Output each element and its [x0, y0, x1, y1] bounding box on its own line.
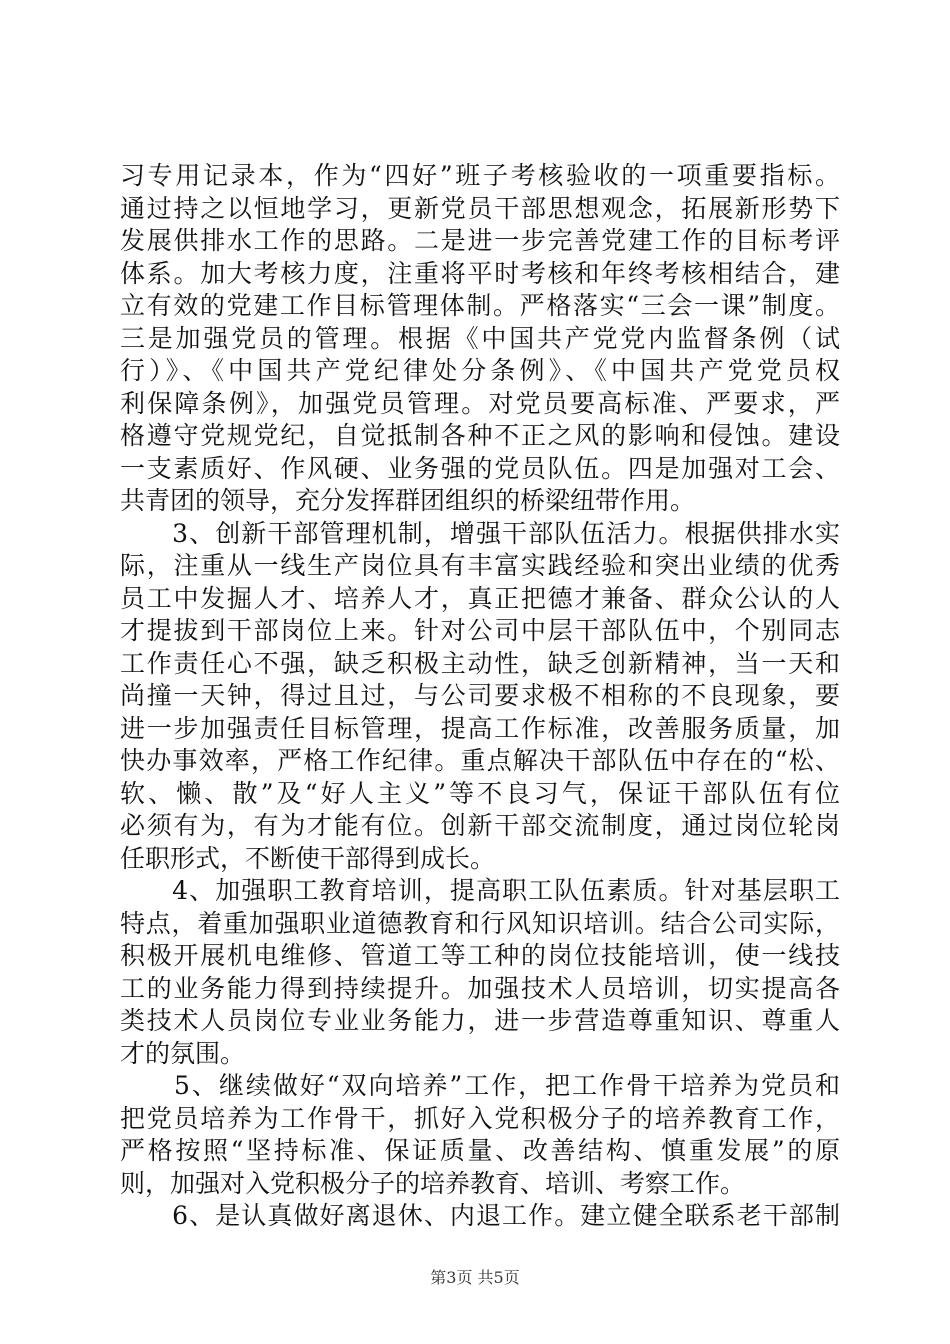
text-line: 三是加强党员的管理。根据《中国共产党党内监督条例（试 — [120, 323, 840, 353]
text-line: 员工中发掘人才、培养人才，真正把德才兼备、群众公认的人 — [120, 583, 840, 613]
text-line: 工作责任心不强，缺乏积极主动性，缺乏创新精神，当一天和 — [120, 648, 840, 678]
page-number-footer: 第3页 共5页 — [430, 1268, 520, 1287]
text-line: 4、加强职工教育培训，提高职工队伍素质。针对基层职工 — [120, 876, 840, 905]
text-line: 严格按照“坚持标准、保证质量、改善结构、慎重发展”的原 — [120, 1136, 840, 1165]
text-line: 发展供排水工作的思路。二是进一步完善党建工作的目标考评 — [120, 226, 840, 255]
text-line: 才提拔到干部岗位上来。针对公司中层干部队伍中，个别同志 — [120, 616, 840, 645]
text-line: 尚撞一天钟，得过且过，与公司要求极不相称的不良现象，要 — [120, 681, 840, 710]
text-line: 进一步加强责任目标管理，提高工作标准，改善服务质量，加 — [120, 713, 840, 743]
text-line: 软、懒、散”及“好人主义”等不良习气，保证干部队伍有位 — [120, 778, 840, 808]
text-line: 工的业务能力得到持续提升。加强技术人员培训，切实提高各 — [120, 973, 840, 1003]
text-line: 任职形式，不断使干部得到成长。 — [120, 843, 496, 873]
text-line: 特点，着重加强职业道德教育和行风知识培训。结合公司实际， — [120, 908, 840, 938]
text-line: 必须有为，有为才能有位。创新干部交流制度，通过岗位轮岗 — [120, 811, 840, 840]
text-line: 把党员培养为工作骨干，抓好入党积极分子的培养教育工作， — [120, 1103, 840, 1133]
text-line: 6、是认真做好离退休、内退工作。建立健全联系老干部制 — [120, 1201, 840, 1230]
document-body — [120, 160, 840, 1233]
text-line: 共青团的领导，充分发挥群团组织的桥梁纽带作用。 — [120, 486, 696, 515]
text-line: 类技术人员岗位专业业务能力，进一步营造尊重知识、尊重人 — [120, 1006, 840, 1035]
text-line: 习专用记录本，作为“四好”班子考核验收的一项重要指标。 — [120, 161, 840, 190]
text-line: 际，注重从一线生产岗位具有丰富实践经验和突出业绩的优秀 — [120, 551, 840, 580]
text-line: 5、继续做好“双向培养”工作，把工作骨干培养为党员和 — [120, 1071, 840, 1100]
text-line: 利保障条例》，加强党员管理。对党员要高标准、严要求，严 — [120, 388, 840, 418]
text-line: 则，加强对入党积极分子的培养教育、培训、考察工作。 — [120, 1168, 746, 1198]
text-line: 快办事效率，严格工作纪律。重点解决干部队伍中存在的“松、 — [120, 746, 840, 775]
text-line: 积极开展机电维修、管道工等工种的岗位技能培训，使一线技 — [120, 941, 840, 970]
text-line: 一支素质好、作风硬、业务强的党员队伍。四是加强对工会、 — [120, 453, 840, 483]
text-line: 体系。加大考核力度，注重将平时考核和年终考核相结合，建 — [120, 258, 840, 288]
text-line: 3、创新干部管理机制，增强干部队伍活力。根据供排水实 — [120, 518, 840, 548]
text-line: 才的氛围。 — [120, 1038, 246, 1068]
text-line: 行）》、《中国共产党纪律处分条例》、《中国共产党党员权 — [120, 356, 840, 385]
text-line: 立有效的党建工作目标管理体制。严格落实“三会一课”制度。 — [120, 291, 840, 320]
text-line: 通过持之以恒地学习，更新党员干部思想观念，拓展新形势下 — [120, 193, 840, 223]
text-line: 格遵守党规党纪，自觉抵制各种不正之风的影响和侵蚀。建设 — [120, 421, 840, 450]
